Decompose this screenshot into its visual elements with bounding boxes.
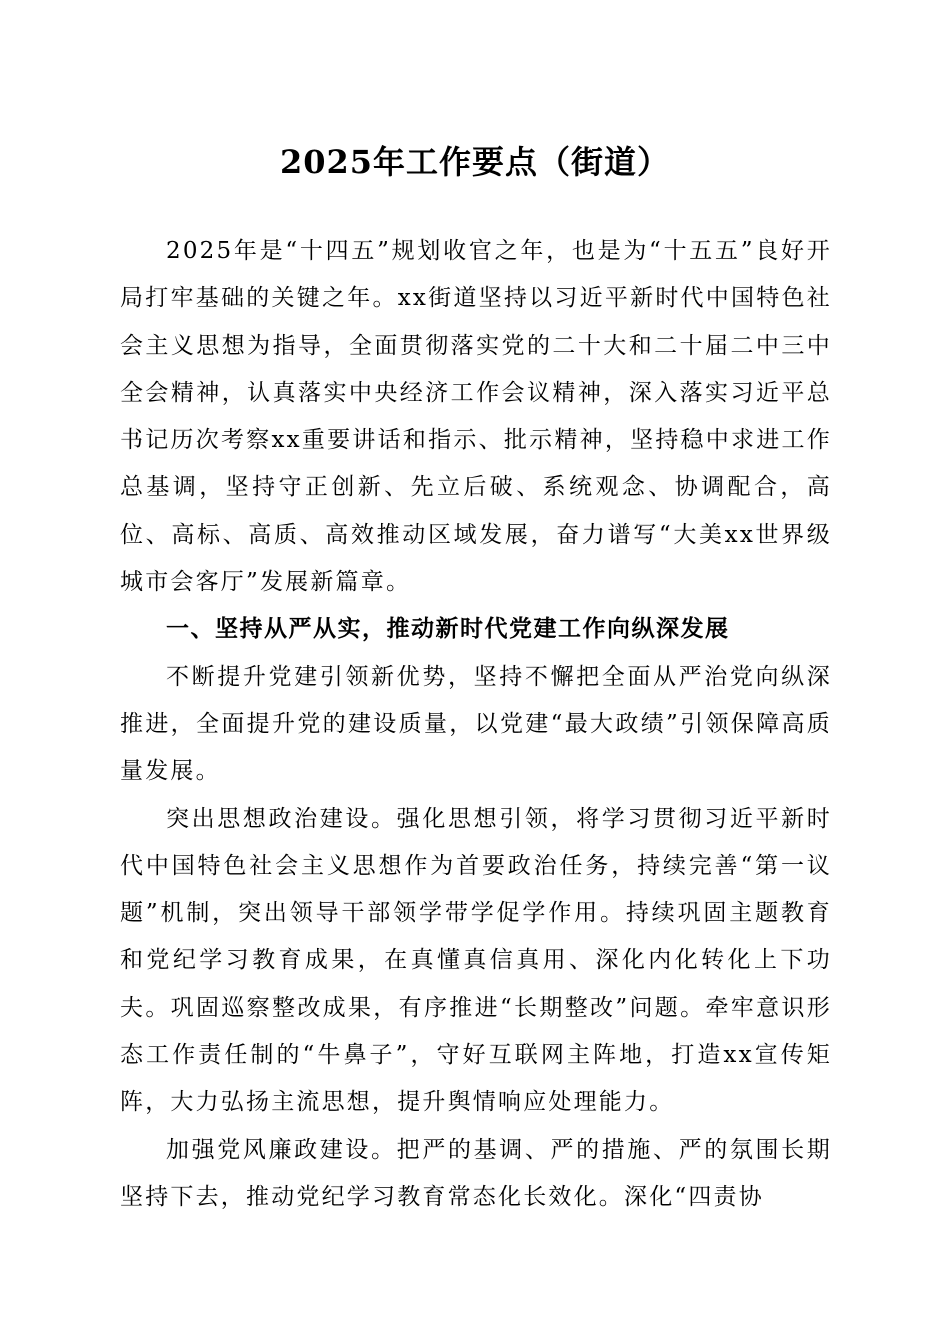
body-paragraph: 不断提升党建引领新优势，坚持不懈把全面从严治党向纵深推进，全面提升党的建设质量，以党建“最大政绩”引领保障高质量发展。 bbox=[120, 663, 832, 785]
section-heading: 一、坚持从严从实，推动新时代党建工作向纵深发展 bbox=[166, 616, 730, 643]
intro-paragraph: 2025年是“十四五”规划收官之年，也是为“十五五”良好开局打牢基础的关键之年。xx街道坚持以习近平新时代中国特色社会主义思想为指导，全面贯彻落实党的二十大和二十届二中三中全会精神，认真落实中央经济工作会议精神，深入落实习近平总书记历次考察xx重要讲话和指示、批示精神，坚持稳中求进工作总基调，坚持守正创新、先立后破、系统观念、协调配合，高位、高标、高质、高效推动区域发展，奋力谱写“大美xx世界级城市会客厅”发展新篇章。 bbox=[120, 238, 832, 596]
body-paragraph: 突出思想政治建设。强化思想引领，将学习贯彻习近平新时代中国特色社会主义思想作为首要政治任务，持续完善“第一议题”机制，突出领导干部领学带学促学作用。持续巩固主题教育和党纪学习教育成果，在真懂真信真用、深化内化转化上下功夫。巩固巡察整改成果，有序推进“长期整改”问题。牵牢意识形态工作责任制的“牛鼻子”，守好互联网主阵地，打造xx宣传矩阵，大力弘扬主流思想，提升舆情响应处理能力。 bbox=[120, 805, 832, 1116]
document-body bbox=[120, 228, 832, 1221]
page-title: 2025年工作要点（街道） bbox=[279, 143, 671, 181]
body-paragraph: 加强党风廉政建设。把严的基调、严的措施、严的氛围长期坚持下去，推动党纪学习教育常态化长效化。深化“四责协 bbox=[120, 1136, 832, 1210]
